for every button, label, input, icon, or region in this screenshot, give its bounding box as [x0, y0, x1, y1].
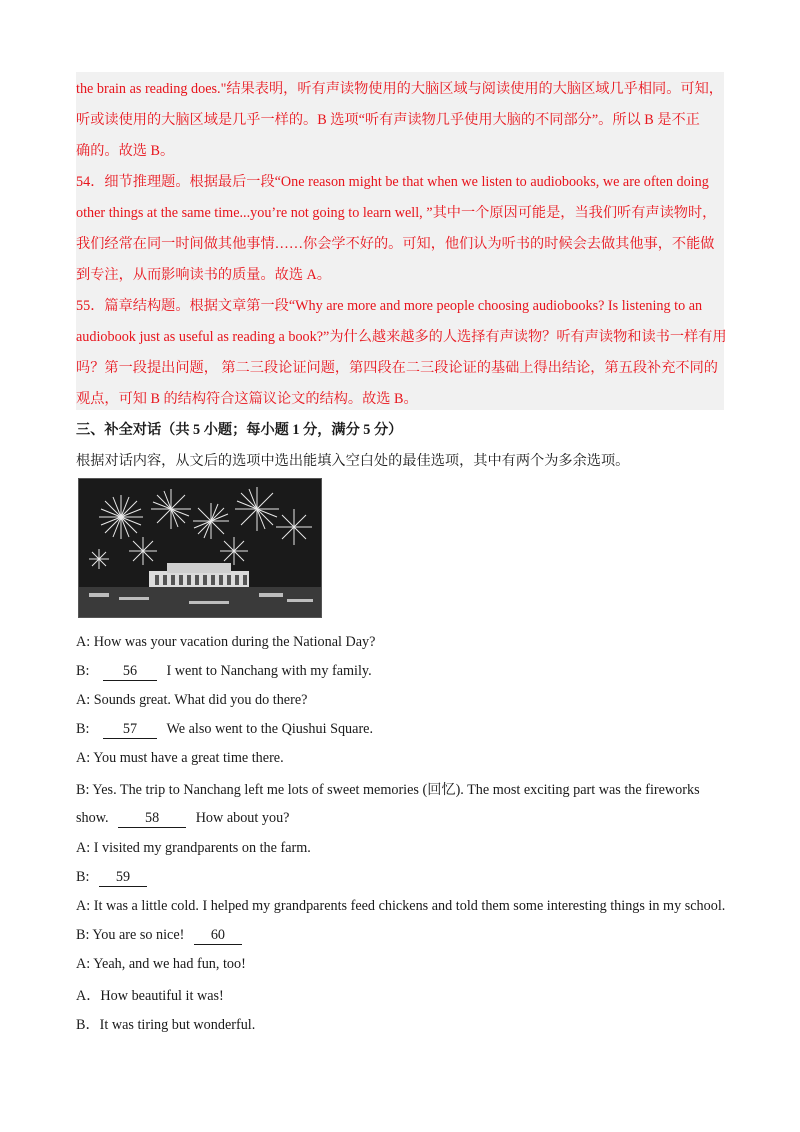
dialogue-text: I went to Nanchang with my family.: [166, 663, 372, 679]
fireworks-photo: [78, 478, 322, 618]
analysis-line-4: 54．细节推理题。根据最后一段“One reason might be that when we listen to audiobooks, we are often doing: [76, 174, 709, 190]
blank-57: 57: [103, 722, 157, 739]
option-b: B．It was tiring but wonderful.: [76, 1017, 256, 1033]
dialogue-line-3: A: Sounds great. What did you do there?: [76, 692, 308, 708]
analysis-line-7: 到专注，从而影响读书的质量。故选 A。: [76, 267, 331, 283]
dialogue-line-8: A: I visited my grandparents on the farm.: [76, 840, 311, 856]
analysis-line-1: the brain as reading does."结果表明，听有声读物使用的大脑区域与阅读使用的大脑区域几乎相同。可知，: [76, 81, 723, 97]
dialogue-line-10: A: It was a little cold. I helped my grandparents feed chickens and told them some interesting things in my school.: [76, 898, 726, 914]
dialogue-text: show.: [76, 810, 109, 826]
dialogue-line-9: [76, 869, 147, 887]
dialogue-line-5: A: You must have a great time there.: [76, 750, 284, 766]
dialogue-text: We also went to the Qiushui Square.: [166, 721, 374, 737]
dialogue-text: How about you?: [195, 810, 290, 826]
analysis-line-11: 观点，可知 B 的结构符合这篇议论文的结构。故选 B。: [76, 391, 418, 407]
dialogue-line-4: [76, 721, 373, 739]
dialogue-line-7: [76, 810, 289, 828]
option-a: A．How beautiful it was!: [76, 988, 224, 1004]
analysis-line-6: 我们经常在同一时间做其他事情……你会学不好的。可知，他们认为听书的时候会去做其他事，不能做: [76, 236, 715, 252]
speaker-b: B:: [76, 721, 90, 737]
dialogue-line-2: [76, 663, 372, 681]
section-instruction: 根据对话内容，从文后的选项中选出能填入空白处的最佳选项，其中有两个为多余选项。: [76, 453, 630, 469]
analysis-line-9: audiobook just as useful as reading a book?”为什么越来越多的人选择有声读物？听有声读物和读书一样有用: [76, 329, 727, 345]
blank-60: 60: [194, 928, 242, 945]
dialogue-line-11: [76, 927, 242, 945]
dialogue-text: B: You are so nice!: [76, 927, 185, 943]
analysis-line-5: other things at the same time...you’re not going to learn well, ”其中一个原因可能是，当我们听有声读物时，: [76, 205, 717, 221]
dialogue-line-1: A: How was your vacation during the National Day?: [76, 634, 376, 650]
analysis-line-3: 确的。故选 B。: [76, 143, 175, 159]
dialogue-line-12: A: Yeah, and we had fun, too!: [76, 956, 246, 972]
speaker-b: B:: [76, 869, 90, 885]
analysis-line-2: 听或读使用的大脑区域是几乎一样的。B 选项“听有声读物几乎使用大脑的不同部分”。所以 B 是不正: [76, 112, 700, 128]
speaker-b: B:: [76, 663, 90, 679]
section-title: 三、补全对话（共 5 小题；每小题 1 分，满分 5 分）: [76, 422, 403, 438]
blank-58: 58: [118, 811, 186, 828]
blank-56: 56: [103, 664, 157, 681]
analysis-line-8: 55．篇章结构题。根据文章第一段“Why are more and more people choosing audiobooks? Is listening to an: [76, 298, 703, 314]
analysis-line-10: 吗？第一段提出问题， 第二三段论证问题，第四段在二三段论证的基础上得出结论，第五段补充不同的: [76, 360, 718, 376]
dialogue-line-6: B: Yes. The trip to Nanchang left me lots of sweet memories (回忆). The most exciting part was the fireworks: [76, 782, 700, 798]
blank-59: 59: [99, 870, 147, 887]
